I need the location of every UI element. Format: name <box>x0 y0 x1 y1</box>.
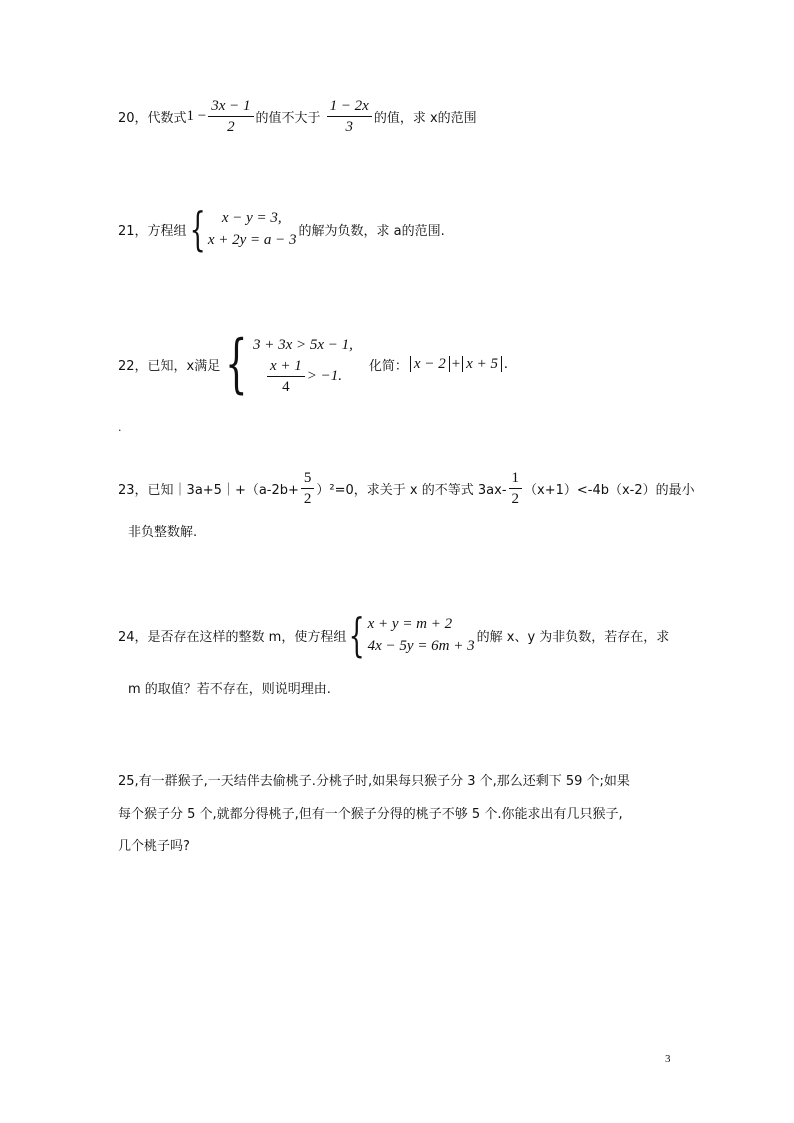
question-25-line-3: 几个桃子吗? <box>118 839 190 854</box>
q24-brace: { <box>348 608 366 662</box>
question-24-line-1 <box>118 608 670 662</box>
q22-fraction <box>267 358 305 395</box>
q23-part-b: ）²=0，求关于 x 的不等式 3ax- <box>316 483 507 498</box>
q21-equation-1: x − y = 3, <box>221 210 282 226</box>
q24-suffix: 的解 x、y 为非负数，若存在，求 <box>476 629 670 645</box>
q21-equation-2: x + 2y = a − 3 <box>207 232 297 248</box>
q23-fraction-1 <box>301 470 315 507</box>
q23-f2-numerator: 1 <box>509 470 523 489</box>
q23-f1-denominator: 2 <box>303 491 312 507</box>
q22-f-numerator: x + 1 <box>267 358 305 377</box>
q22-end: . <box>503 355 508 372</box>
q22-mid: 化简： <box>368 358 408 374</box>
question-23-line-1 <box>118 470 695 507</box>
q20-f1-denominator: 2 <box>227 119 235 135</box>
q24-prefix: 24，是否存在这样的整数 m，使方程组 <box>118 629 347 645</box>
question-21 <box>118 202 445 256</box>
q20-f1-numerator: 3x − 1 <box>208 98 253 117</box>
question-25-line-1: 25,有一群猴子,一天结伴去偷桃子.分桃子时,如果每只猴子分 3 个,那么还剩下 59 个;如果 <box>118 774 630 789</box>
q20-suffix: 的值，求 x的范围 <box>373 111 477 126</box>
question-23-line-2: 非负整数解. <box>128 525 198 540</box>
q23-f1-numerator: 5 <box>301 470 315 489</box>
q20-mid: 的值不大于 <box>255 111 321 126</box>
q20-f2-numerator: 1 − 2x <box>327 98 372 117</box>
q22-inequality-2 <box>253 358 353 395</box>
q21-equation-system <box>189 202 297 256</box>
q22-f-denominator: 4 <box>282 378 290 395</box>
q22-inequality-1: 3 + 3x > 5x − 1, <box>252 336 353 353</box>
q22-abs-2: x + 5 <box>462 356 502 372</box>
q23-part-a: 23，已知｜3a+5｜+（a-2b+ <box>118 483 299 498</box>
q20-one: 1 − <box>186 108 207 124</box>
q22-inequality-system <box>222 327 353 401</box>
q24-equation-2: 4x − 5y = 6m + 3 <box>367 638 475 654</box>
stray-dot: . <box>118 421 122 434</box>
q21-suffix: 的解为负数，求 a的范围. <box>298 223 445 239</box>
q22-plus: + <box>451 355 461 372</box>
q21-brace: { <box>189 202 206 256</box>
q20-fraction-2 <box>327 98 372 135</box>
q24-equation-system <box>348 608 475 662</box>
q22-prefix: 22，已知，x满足 <box>118 358 221 374</box>
question-22 <box>118 327 508 401</box>
q20-f2-denominator: 3 <box>345 119 353 135</box>
q24-equation-1: x + y = m + 2 <box>367 616 453 632</box>
question-20 <box>118 98 477 135</box>
q20-prefix: 20，代数式 <box>118 111 187 126</box>
q21-prefix: 21，方程组 <box>118 223 187 239</box>
question-25-line-2: 每个猴子分 5 个,就都分得桃子,但有一个猴子分得的桃子不够 5 个.你能求出有几只猴子, <box>118 807 623 822</box>
q23-fraction-2 <box>509 470 523 507</box>
q22-brace: { <box>225 327 248 401</box>
q22-abs-1: x − 2 <box>410 356 450 372</box>
q23-f2-denominator: 2 <box>511 491 520 507</box>
page-number: 3 <box>665 1053 671 1065</box>
q20-fraction-1 <box>208 98 253 135</box>
q22-inequality-2-tail: > −1. <box>306 368 342 384</box>
q23-part-c: （x+1）<-4b（x-2）的最小 <box>524 483 695 498</box>
question-24-line-2: m 的取值？若不存在，则说明理由. <box>128 682 331 697</box>
